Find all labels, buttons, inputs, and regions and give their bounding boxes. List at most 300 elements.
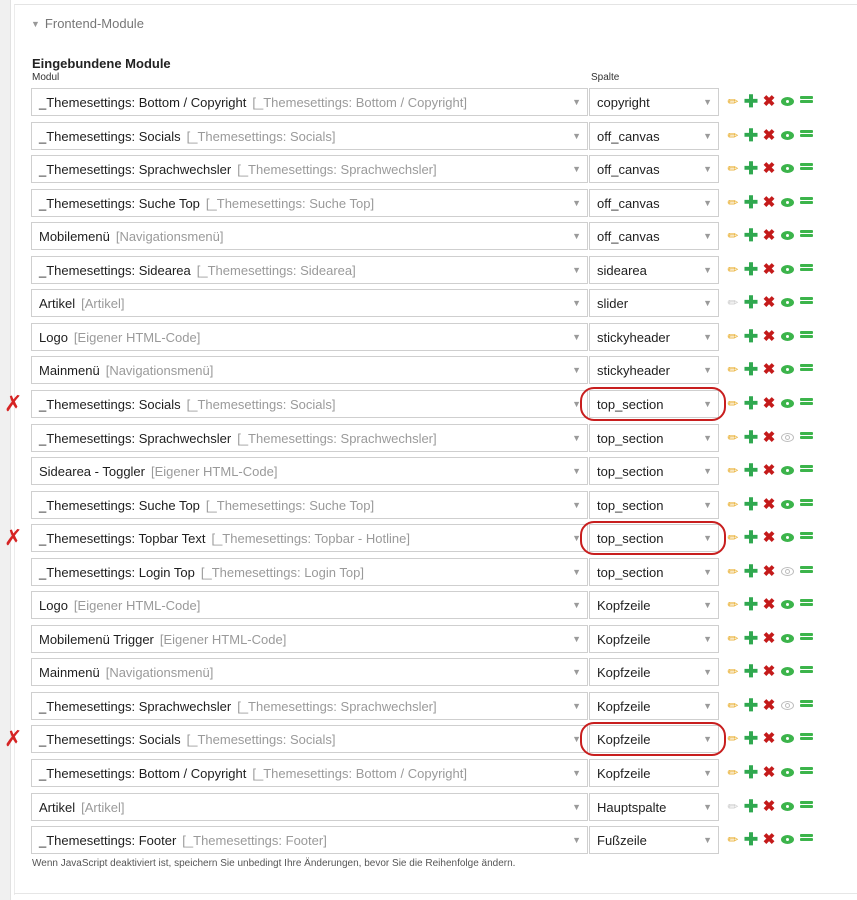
module-select[interactable] bbox=[31, 88, 588, 116]
eye-icon[interactable] bbox=[780, 629, 796, 649]
module-row bbox=[0, 424, 857, 454]
drag-handle-icon[interactable] bbox=[799, 797, 815, 817]
column-select[interactable] bbox=[589, 457, 719, 485]
eye-icon[interactable] bbox=[780, 126, 796, 146]
column-select[interactable] bbox=[589, 356, 719, 384]
column-value: Kopfzeile bbox=[597, 766, 651, 781]
row-actions bbox=[725, 327, 825, 347]
eye-icon[interactable] bbox=[780, 461, 796, 481]
cross-icon[interactable]: ✖ bbox=[762, 663, 776, 680]
eye-icon[interactable] bbox=[780, 360, 796, 380]
module-select[interactable] bbox=[31, 122, 588, 150]
module-name: _Themesettings: Sprachwechsler bbox=[39, 699, 232, 714]
plus-icon[interactable]: ✚ bbox=[743, 92, 759, 111]
cross-icon[interactable]: ✖ bbox=[762, 328, 776, 345]
module-name: _Themesettings: Login Top bbox=[39, 565, 195, 580]
plus-icon[interactable]: ✚ bbox=[743, 428, 759, 447]
module-column-label: Modul bbox=[32, 72, 60, 83]
module-type: [_Themesettings: Sprachwechsler] bbox=[237, 162, 437, 177]
plus-icon[interactable]: ✚ bbox=[743, 797, 759, 816]
pencil-icon[interactable]: ✏ bbox=[727, 631, 739, 646]
dropdown-arrow-icon: ▼ bbox=[703, 567, 712, 577]
pencil-icon[interactable]: ✏ bbox=[727, 161, 739, 176]
eye-icon[interactable] bbox=[780, 394, 796, 414]
pencil-icon[interactable]: ✏ bbox=[727, 664, 739, 679]
module-type: [Navigationsmenü] bbox=[105, 363, 214, 378]
drag-handle-icon[interactable] bbox=[799, 126, 815, 146]
dropdown-arrow-icon: ▼ bbox=[703, 802, 712, 812]
module-row bbox=[0, 155, 857, 185]
plus-icon[interactable]: ✚ bbox=[743, 293, 759, 312]
module-row bbox=[0, 222, 857, 252]
drag-handle-icon[interactable] bbox=[799, 696, 815, 716]
eye-icon[interactable] bbox=[780, 763, 796, 783]
column-select[interactable] bbox=[589, 692, 719, 720]
annotation-x-mark: ✗ bbox=[4, 727, 23, 752]
module-type: [Navigationsmenü] bbox=[115, 229, 224, 244]
module-type: [Eigener HTML-Code] bbox=[73, 598, 201, 613]
dropdown-arrow-icon: ▼ bbox=[572, 500, 581, 510]
column-select[interactable] bbox=[589, 793, 719, 821]
column-value: Kopfzeile bbox=[597, 732, 651, 747]
dropdown-arrow-icon: ▼ bbox=[703, 265, 712, 275]
dropdown-arrow-icon: ▼ bbox=[572, 734, 581, 744]
cross-icon[interactable]: ✖ bbox=[762, 160, 776, 177]
dropdown-arrow-icon: ▼ bbox=[572, 802, 581, 812]
module-name: _Themesettings: Sprachwechsler bbox=[39, 431, 232, 446]
module-select[interactable] bbox=[31, 524, 588, 552]
module-type: [Eigener HTML-Code] bbox=[159, 632, 287, 647]
cross-icon[interactable]: ✖ bbox=[762, 462, 776, 479]
column-value: top_section bbox=[597, 397, 664, 412]
module-name: _Themesettings: Socials bbox=[39, 397, 181, 412]
column-value: top_section bbox=[597, 464, 664, 479]
row-actions bbox=[725, 461, 825, 481]
row-actions bbox=[725, 830, 825, 850]
plus-icon[interactable]: ✚ bbox=[743, 394, 759, 413]
cross-icon[interactable]: ✖ bbox=[762, 227, 776, 244]
cross-icon[interactable]: ✖ bbox=[762, 831, 776, 848]
column-select[interactable] bbox=[589, 88, 719, 116]
eye-icon[interactable] bbox=[780, 495, 796, 515]
module-row bbox=[0, 558, 857, 588]
module-name: Mobilemenü bbox=[39, 229, 110, 244]
dropdown-arrow-icon: ▼ bbox=[703, 701, 712, 711]
row-actions bbox=[725, 428, 825, 448]
column-value: Kopfzeile bbox=[597, 665, 651, 680]
dropdown-arrow-icon: ▼ bbox=[572, 835, 581, 845]
module-row bbox=[0, 692, 857, 722]
plus-icon[interactable]: ✚ bbox=[743, 461, 759, 480]
drag-handle-icon[interactable] bbox=[799, 92, 815, 112]
eye-icon[interactable] bbox=[780, 528, 796, 548]
dropdown-arrow-icon: ▼ bbox=[703, 734, 712, 744]
module-select[interactable] bbox=[31, 759, 588, 787]
dropdown-arrow-icon: ▼ bbox=[572, 667, 581, 677]
module-select[interactable] bbox=[31, 793, 588, 821]
eye-icon[interactable] bbox=[780, 696, 796, 716]
dropdown-arrow-icon: ▼ bbox=[703, 634, 712, 644]
module-type: [_Themesettings: Login Top] bbox=[200, 565, 364, 580]
dropdown-arrow-icon: ▼ bbox=[703, 332, 712, 342]
row-actions bbox=[725, 260, 825, 280]
column-select[interactable] bbox=[589, 323, 719, 351]
dropdown-arrow-icon: ▼ bbox=[572, 433, 581, 443]
pencil-icon[interactable]: ✏ bbox=[727, 94, 739, 109]
dropdown-arrow-icon: ▼ bbox=[703, 533, 712, 543]
section-toggle[interactable] bbox=[31, 16, 144, 31]
cross-icon[interactable]: ✖ bbox=[762, 697, 776, 714]
module-select[interactable] bbox=[31, 356, 588, 384]
dropdown-arrow-icon: ▼ bbox=[572, 533, 581, 543]
pencil-icon: ✏ bbox=[727, 799, 739, 814]
cross-icon[interactable]: ✖ bbox=[762, 496, 776, 513]
dropdown-arrow-icon: ▼ bbox=[572, 231, 581, 241]
dropdown-arrow-icon: ▼ bbox=[572, 97, 581, 107]
plus-icon[interactable]: ✚ bbox=[743, 629, 759, 648]
eye-icon[interactable] bbox=[780, 260, 796, 280]
module-select[interactable] bbox=[31, 155, 588, 183]
row-actions bbox=[725, 159, 825, 179]
cross-icon[interactable]: ✖ bbox=[762, 395, 776, 412]
module-row bbox=[0, 658, 857, 688]
eye-icon[interactable] bbox=[780, 662, 796, 682]
cross-icon[interactable]: ✖ bbox=[762, 429, 776, 446]
module-type: [_Themesettings: Socials] bbox=[186, 732, 336, 747]
pencil-icon[interactable]: ✏ bbox=[727, 128, 739, 143]
module-type: [Artikel] bbox=[81, 800, 125, 815]
module-name: Mainmenü bbox=[39, 363, 100, 378]
dropdown-arrow-icon: ▼ bbox=[703, 198, 712, 208]
module-name: Artikel bbox=[39, 296, 76, 311]
dropdown-arrow-icon: ▼ bbox=[572, 768, 581, 778]
column-select[interactable] bbox=[589, 591, 719, 619]
pencil-icon[interactable]: ✏ bbox=[727, 765, 739, 780]
module-type: [_Themesettings: Suche Top] bbox=[205, 498, 375, 513]
module-row bbox=[0, 88, 857, 118]
pencil-icon[interactable]: ✏ bbox=[727, 396, 739, 411]
module-select[interactable] bbox=[31, 591, 588, 619]
eye-icon[interactable] bbox=[780, 226, 796, 246]
module-select[interactable] bbox=[31, 692, 588, 720]
column-select[interactable] bbox=[589, 491, 719, 519]
module-row bbox=[0, 356, 857, 386]
module-name: _Themesettings: Sprachwechsler bbox=[39, 162, 232, 177]
plus-icon[interactable]: ✚ bbox=[743, 763, 759, 782]
row-actions bbox=[725, 528, 825, 548]
module-name: _Themesettings: Sidearea bbox=[39, 263, 191, 278]
column-select[interactable] bbox=[589, 826, 719, 854]
cross-icon[interactable]: ✖ bbox=[762, 93, 776, 110]
module-row bbox=[0, 625, 857, 655]
pencil-icon[interactable]: ✏ bbox=[727, 731, 739, 746]
module-type: [Navigationsmenü] bbox=[105, 665, 214, 680]
dropdown-arrow-icon: ▼ bbox=[703, 365, 712, 375]
column-value: off_canvas bbox=[597, 229, 660, 244]
pencil-icon: ✏ bbox=[727, 295, 739, 310]
column-select[interactable] bbox=[589, 625, 719, 653]
drag-handle-icon[interactable] bbox=[799, 428, 815, 448]
drag-handle-icon[interactable] bbox=[799, 662, 815, 682]
module-row bbox=[0, 725, 857, 755]
module-name: Logo bbox=[39, 598, 68, 613]
eye-icon[interactable] bbox=[780, 729, 796, 749]
cross-icon[interactable]: ✖ bbox=[762, 563, 776, 580]
module-select[interactable] bbox=[31, 658, 588, 686]
eye-icon[interactable] bbox=[780, 428, 796, 448]
column-value: slider bbox=[597, 296, 629, 311]
dropdown-arrow-icon: ▼ bbox=[703, 231, 712, 241]
annotation-circle bbox=[580, 521, 726, 555]
dropdown-arrow-icon: ▼ bbox=[703, 433, 712, 443]
plus-icon[interactable]: ✚ bbox=[743, 327, 759, 346]
column-select[interactable] bbox=[589, 558, 719, 586]
module-name: _Themesettings: Topbar Text bbox=[39, 531, 206, 546]
plus-icon[interactable]: ✚ bbox=[743, 562, 759, 581]
module-name: _Themesettings: Socials bbox=[39, 732, 181, 747]
column-select[interactable] bbox=[589, 222, 719, 250]
drag-handle-icon[interactable] bbox=[799, 159, 815, 179]
drag-handle-icon[interactable] bbox=[799, 193, 815, 213]
pencil-icon[interactable]: ✏ bbox=[727, 228, 739, 243]
module-row bbox=[0, 323, 857, 353]
pencil-icon[interactable]: ✏ bbox=[727, 564, 739, 579]
module-name: _Themesettings: Footer bbox=[39, 833, 177, 848]
dropdown-arrow-icon: ▼ bbox=[572, 332, 581, 342]
module-name: _Themesettings: Bottom / Copyright bbox=[39, 766, 247, 781]
pencil-icon[interactable]: ✏ bbox=[727, 832, 739, 847]
pencil-icon[interactable]: ✏ bbox=[727, 597, 739, 612]
module-select[interactable] bbox=[31, 558, 588, 586]
module-select[interactable] bbox=[31, 289, 588, 317]
dropdown-arrow-icon: ▼ bbox=[572, 131, 581, 141]
cross-icon[interactable]: ✖ bbox=[762, 361, 776, 378]
module-type: [_Themesettings: Topbar - Hotline] bbox=[211, 531, 410, 546]
column-select[interactable] bbox=[589, 658, 719, 686]
eye-icon[interactable] bbox=[780, 92, 796, 112]
module-select[interactable] bbox=[31, 491, 588, 519]
row-actions bbox=[725, 495, 825, 515]
module-select[interactable] bbox=[31, 323, 588, 351]
plus-icon[interactable]: ✚ bbox=[743, 360, 759, 379]
dropdown-arrow-icon: ▼ bbox=[572, 701, 581, 711]
drag-handle-icon[interactable] bbox=[799, 562, 815, 582]
module-type: [_Themesettings: Socials] bbox=[186, 129, 336, 144]
eye-icon[interactable] bbox=[780, 293, 796, 313]
row-actions bbox=[725, 629, 825, 649]
module-select[interactable] bbox=[31, 424, 588, 452]
pencil-icon[interactable]: ✏ bbox=[727, 463, 739, 478]
module-select[interactable] bbox=[31, 222, 588, 250]
dropdown-arrow-icon: ▼ bbox=[572, 634, 581, 644]
plus-icon[interactable]: ✚ bbox=[743, 830, 759, 849]
column-value: stickyheader bbox=[597, 363, 670, 378]
row-actions bbox=[725, 126, 825, 146]
column-select[interactable] bbox=[589, 424, 719, 452]
plus-icon[interactable]: ✚ bbox=[743, 662, 759, 681]
module-select[interactable] bbox=[31, 725, 588, 753]
module-select[interactable] bbox=[31, 390, 588, 418]
drag-handle-icon[interactable] bbox=[799, 461, 815, 481]
column-select[interactable] bbox=[589, 189, 719, 217]
column-value: Kopfzeile bbox=[597, 699, 651, 714]
pencil-icon[interactable]: ✏ bbox=[727, 430, 739, 445]
drag-handle-icon[interactable] bbox=[799, 595, 815, 615]
cross-icon[interactable]: ✖ bbox=[762, 194, 776, 211]
pencil-icon[interactable]: ✏ bbox=[727, 329, 739, 344]
module-name: _Themesettings: Suche Top bbox=[39, 196, 200, 211]
module-type: [_Themesettings: Footer] bbox=[182, 833, 327, 848]
column-value: off_canvas bbox=[597, 196, 660, 211]
plus-icon[interactable]: ✚ bbox=[743, 126, 759, 145]
cross-icon[interactable]: ✖ bbox=[762, 596, 776, 613]
dropdown-arrow-icon: ▼ bbox=[703, 164, 712, 174]
row-actions bbox=[725, 92, 825, 112]
dropdown-arrow-icon: ▼ bbox=[703, 768, 712, 778]
pencil-icon[interactable]: ✏ bbox=[727, 698, 739, 713]
pencil-icon[interactable]: ✏ bbox=[727, 362, 739, 377]
module-select[interactable] bbox=[31, 189, 588, 217]
row-actions bbox=[725, 662, 825, 682]
annotation-x-mark: ✗ bbox=[4, 526, 23, 551]
module-row bbox=[0, 289, 857, 319]
plus-icon[interactable]: ✚ bbox=[743, 159, 759, 178]
dropdown-arrow-icon: ▼ bbox=[703, 466, 712, 476]
row-actions bbox=[725, 193, 825, 213]
drag-handle-icon[interactable] bbox=[799, 226, 815, 246]
plus-icon[interactable]: ✚ bbox=[743, 696, 759, 715]
module-select[interactable] bbox=[31, 625, 588, 653]
pencil-icon[interactable]: ✏ bbox=[727, 530, 739, 545]
cross-icon[interactable]: ✖ bbox=[762, 630, 776, 647]
drag-handle-icon[interactable] bbox=[799, 495, 815, 515]
drag-handle-icon[interactable] bbox=[799, 830, 815, 850]
module-row bbox=[0, 591, 857, 621]
module-row bbox=[0, 256, 857, 286]
pencil-icon[interactable]: ✏ bbox=[727, 262, 739, 277]
cross-icon[interactable]: ✖ bbox=[762, 730, 776, 747]
column-select[interactable] bbox=[589, 122, 719, 150]
cross-icon[interactable]: ✖ bbox=[762, 764, 776, 781]
module-type: [_Themesettings: Sprachwechsler] bbox=[237, 431, 437, 446]
module-type: [_Themesettings: Sidearea] bbox=[196, 263, 356, 278]
module-name: Sidearea - Toggler bbox=[39, 464, 145, 479]
cross-icon[interactable]: ✖ bbox=[762, 294, 776, 311]
row-actions bbox=[725, 797, 825, 817]
module-select[interactable] bbox=[31, 826, 588, 854]
plus-icon[interactable]: ✚ bbox=[743, 729, 759, 748]
module-type: [_Themesettings: Bottom / Copyright] bbox=[252, 95, 467, 110]
eye-icon[interactable] bbox=[780, 595, 796, 615]
drag-handle-icon[interactable] bbox=[799, 629, 815, 649]
pencil-icon[interactable]: ✏ bbox=[727, 497, 739, 512]
annotation-x-mark: ✗ bbox=[4, 392, 23, 417]
column-value: copyright bbox=[597, 95, 650, 110]
dropdown-arrow-icon: ▼ bbox=[572, 567, 581, 577]
module-type: [Eigener HTML-Code] bbox=[151, 464, 278, 479]
module-name: _Themesettings: Bottom / Copyright bbox=[39, 95, 247, 110]
row-actions bbox=[725, 595, 825, 615]
column-value: stickyheader bbox=[597, 330, 670, 345]
panel-divider bbox=[14, 893, 857, 894]
cross-icon[interactable]: ✖ bbox=[762, 529, 776, 546]
eye-icon[interactable] bbox=[780, 797, 796, 817]
plus-icon[interactable]: ✚ bbox=[743, 260, 759, 279]
dropdown-arrow-icon: ▼ bbox=[572, 466, 581, 476]
drag-handle-icon[interactable] bbox=[799, 327, 815, 347]
module-select[interactable] bbox=[31, 457, 588, 485]
cross-icon[interactable]: ✖ bbox=[762, 261, 776, 278]
column-select[interactable] bbox=[589, 289, 719, 317]
row-actions bbox=[725, 360, 825, 380]
module-type: [_Themesettings: Bottom / Copyright] bbox=[252, 766, 467, 781]
module-name: Mainmenü bbox=[39, 665, 100, 680]
module-row bbox=[0, 759, 857, 789]
column-value: Kopfzeile bbox=[597, 632, 651, 647]
eye-icon[interactable] bbox=[780, 562, 796, 582]
module-row bbox=[0, 457, 857, 487]
plus-icon[interactable]: ✚ bbox=[743, 226, 759, 245]
column-select[interactable] bbox=[589, 155, 719, 183]
row-actions bbox=[725, 394, 825, 414]
module-row bbox=[0, 189, 857, 219]
module-name: Artikel bbox=[39, 800, 76, 815]
column-value: top_section bbox=[597, 565, 664, 580]
plus-icon[interactable]: ✚ bbox=[743, 495, 759, 514]
eye-icon[interactable] bbox=[780, 830, 796, 850]
module-type: [Artikel] bbox=[81, 296, 125, 311]
drag-handle-icon[interactable] bbox=[799, 360, 815, 380]
pencil-icon[interactable]: ✏ bbox=[727, 195, 739, 210]
eye-icon[interactable] bbox=[780, 327, 796, 347]
column-value: sidearea bbox=[597, 263, 647, 278]
dropdown-arrow-icon: ▼ bbox=[572, 600, 581, 610]
dropdown-arrow-icon: ▼ bbox=[703, 298, 712, 308]
module-row bbox=[0, 122, 857, 152]
module-name: Mobilemenü Trigger bbox=[39, 632, 154, 647]
column-value: off_canvas bbox=[597, 162, 660, 177]
drag-handle-icon[interactable] bbox=[799, 394, 815, 414]
cross-icon[interactable]: ✖ bbox=[762, 127, 776, 144]
plus-icon[interactable]: ✚ bbox=[743, 595, 759, 614]
javascript-footnote: Wenn JavaScript deaktiviert ist, speichern Sie unbedingt Ihre Änderungen, bevor Sie die Reihenfolge ändern. bbox=[32, 858, 516, 869]
column-select[interactable] bbox=[589, 256, 719, 284]
dropdown-arrow-icon: ▼ bbox=[572, 265, 581, 275]
drag-handle-icon[interactable] bbox=[799, 293, 815, 313]
eye-icon[interactable] bbox=[780, 193, 796, 213]
column-select[interactable] bbox=[589, 759, 719, 787]
module-row bbox=[0, 826, 857, 856]
module-type: [_Themesettings: Sprachwechsler] bbox=[237, 699, 437, 714]
drag-handle-icon[interactable] bbox=[799, 763, 815, 783]
plus-icon[interactable]: ✚ bbox=[743, 528, 759, 547]
dropdown-arrow-icon: ▼ bbox=[703, 667, 712, 677]
eye-icon[interactable] bbox=[780, 159, 796, 179]
row-actions bbox=[725, 293, 825, 313]
drag-handle-icon[interactable] bbox=[799, 729, 815, 749]
dropdown-arrow-icon: ▼ bbox=[703, 835, 712, 845]
drag-handle-icon[interactable] bbox=[799, 260, 815, 280]
module-select[interactable] bbox=[31, 256, 588, 284]
plus-icon[interactable]: ✚ bbox=[743, 193, 759, 212]
dropdown-arrow-icon: ▼ bbox=[572, 164, 581, 174]
column-value: off_canvas bbox=[597, 129, 660, 144]
cross-icon[interactable]: ✖ bbox=[762, 798, 776, 815]
drag-handle-icon[interactable] bbox=[799, 528, 815, 548]
module-row bbox=[0, 491, 857, 521]
column-value: Kopfzeile bbox=[597, 598, 651, 613]
dropdown-arrow-icon: ▼ bbox=[572, 198, 581, 208]
